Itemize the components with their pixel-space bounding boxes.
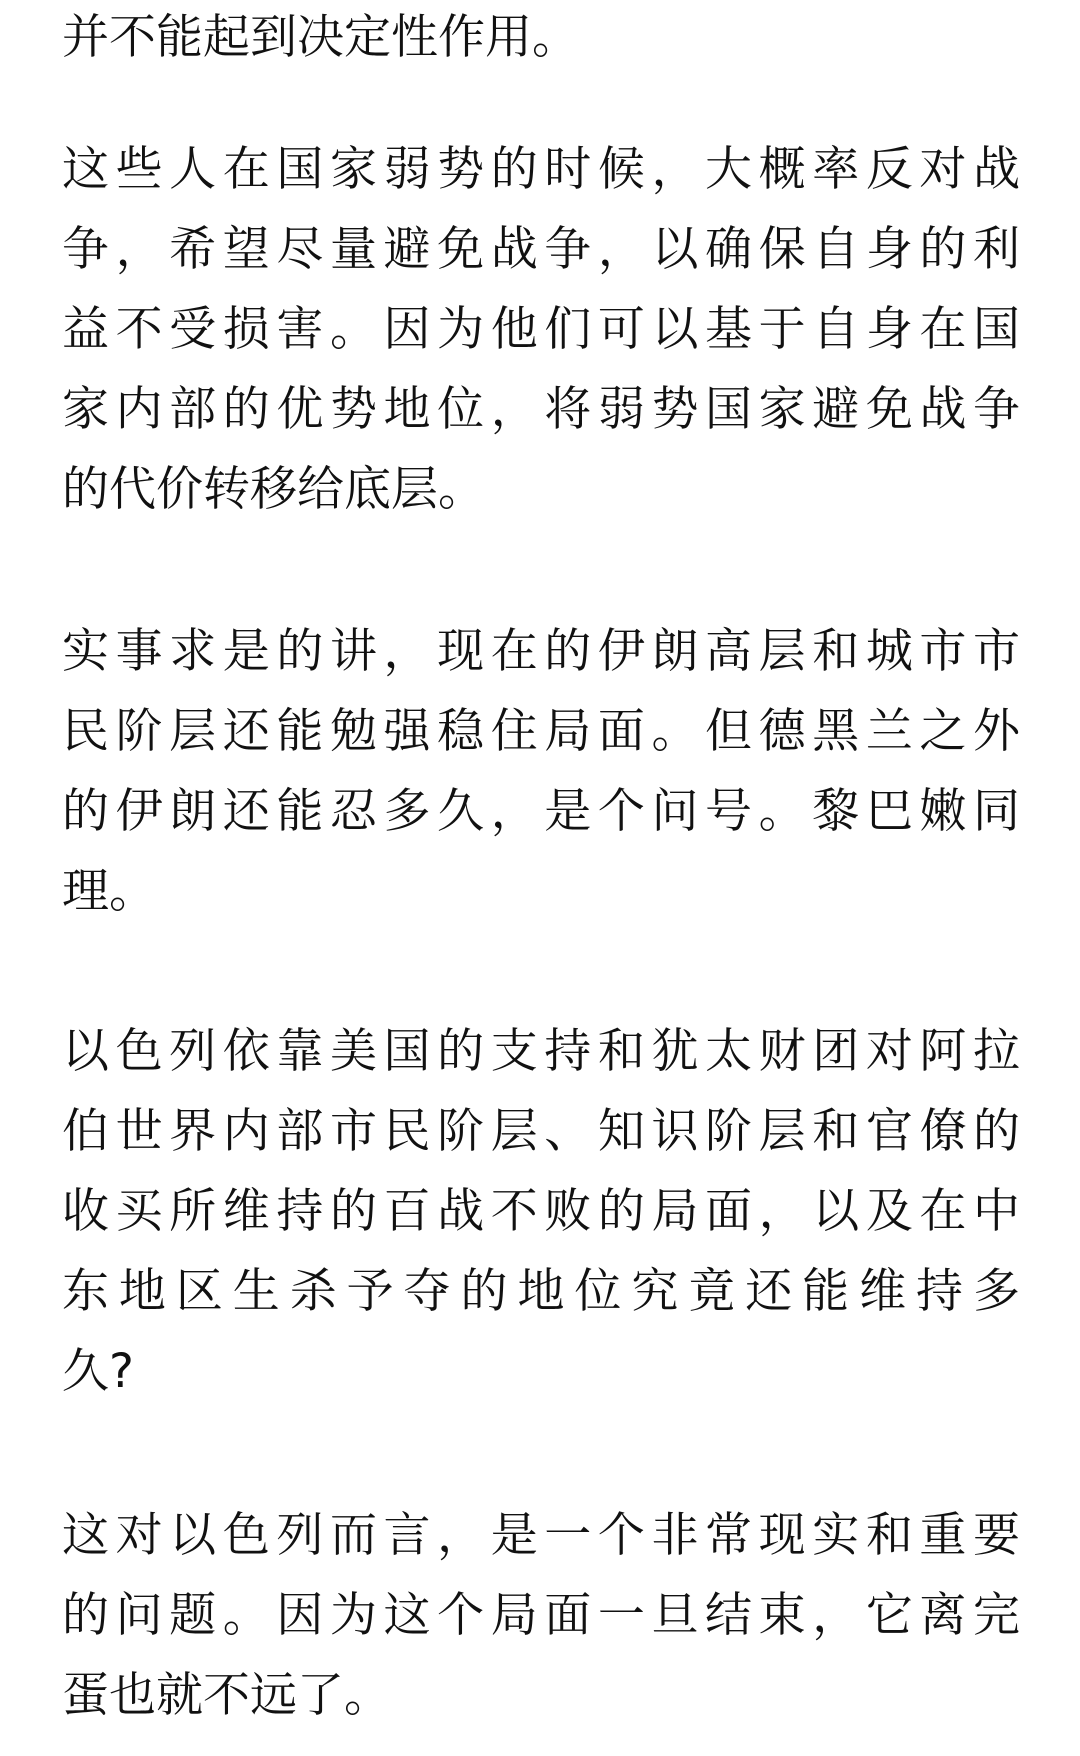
text-line: 伯世界内部市民阶层、知识阶层和官僚的 <box>62 1104 1020 1159</box>
text-line: 的问题。因为这个局面一旦结束，它离完 <box>62 1588 1020 1643</box>
text-line: 益不受损害。因为他们可以基于自身在国 <box>62 302 1020 357</box>
text-line: 理。 <box>62 864 156 919</box>
text-line: 的伊朗还能忍多久，是个问号。黎巴嫩同 <box>62 784 1020 839</box>
text-line: 民阶层还能勉强稳住局面。但德黑兰之外 <box>62 704 1020 759</box>
text-line: 东地区生杀予夺的地位究竟还能维持多 <box>62 1264 1020 1319</box>
text-line: 实事求是的讲，现在的伊朗高层和城市市 <box>62 624 1020 679</box>
text-line: 久? <box>62 1344 134 1399</box>
text-line: 这些人在国家弱势的时候，大概率反对战 <box>62 142 1020 197</box>
text-line: 争，希望尽量避免战争，以确保自身的利 <box>62 222 1020 277</box>
text-line: 并不能起到决定性作用。 <box>62 10 579 65</box>
text-line: 的代价转移给底层。 <box>62 462 485 517</box>
text-line: 家内部的优势地位，将弱势国家避免战争 <box>62 382 1020 437</box>
text-line: 收买所维持的百战不败的局面，以及在中 <box>62 1184 1020 1239</box>
text-line: 蛋也就不远了。 <box>62 1668 391 1723</box>
text-line: 以色列依靠美国的支持和犹太财团对阿拉 <box>62 1024 1020 1079</box>
text-line: 这对以色列而言，是一个非常现实和重要 <box>62 1508 1020 1563</box>
